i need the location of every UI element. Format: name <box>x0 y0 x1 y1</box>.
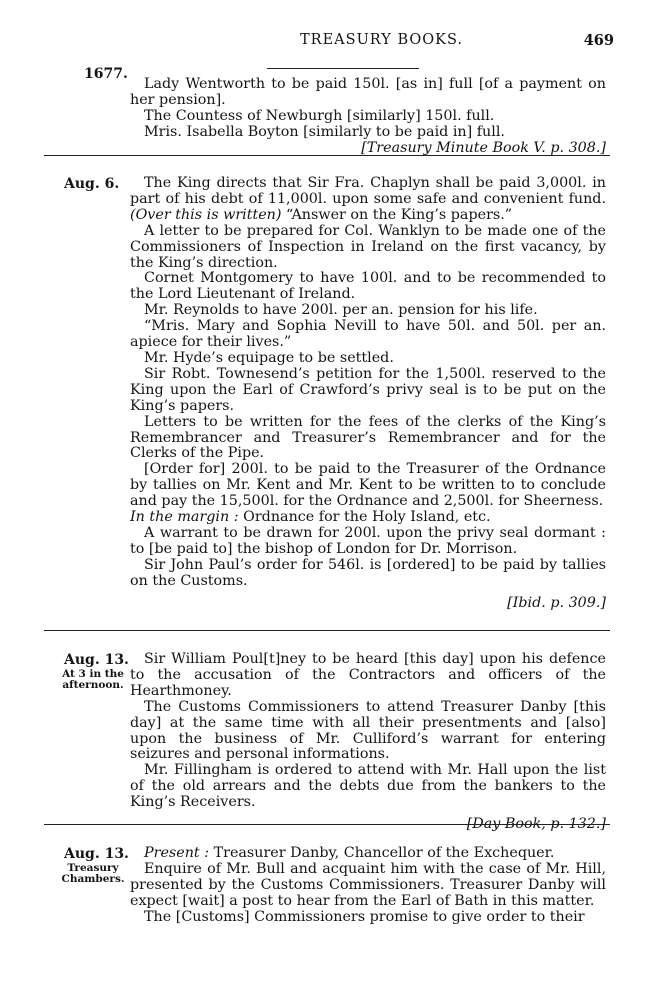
paragraph: Treasurer Danby, Chancellor of the Exchequer. <box>213 845 555 861</box>
time-note-line: afternoon. <box>62 679 124 691</box>
section-divider <box>44 824 610 825</box>
editorial-note: (Over this is written) <box>130 206 282 223</box>
paragraph: Sir Robt. Townesend’s petition for the 1,500l. reserved to the King upon the Earl of Crawford’s privy seal is to be put on the King’s papers. <box>130 365 606 414</box>
section-divider <box>44 630 610 631</box>
paragraph: Lady Wentworth to be paid 150l. [as in] full [of a payment on her pension]. <box>130 76 606 108</box>
source-reference: [Day Book, p. 132.] <box>466 816 606 833</box>
paragraph: A letter to be prepared for Col. Wanklyn to be made one of the Commissioners of Inspection in Ireland on the first vacancy, by the King’s direction. <box>130 222 606 271</box>
present-label: Present : <box>144 845 210 861</box>
paragraph: Sir John Paul’s order for 546l. is [ordered] to be paid by tallies on the Customs. <box>130 556 606 589</box>
paragraph: Mr. Hyde’s equipage to be settled. <box>144 349 394 366</box>
entry-aug-13-afternoon <box>130 652 606 833</box>
source-reference: [Treasury Minute Book V. p. 308.] <box>361 139 606 156</box>
entry-date: Aug. 6. <box>64 176 120 192</box>
source-reference: [Ibid. p. 309.] <box>507 594 606 611</box>
paragraph: “Mris. Mary and Sophia Nevill to have 50l. and 50l. per an. apiece for their lives.” <box>130 318 606 351</box>
paragraph: Sir William Poul[t]ney to be heard [this day] upon his defence to the accusation of the Contractors and officers of the Hearthmoney. <box>130 651 606 699</box>
margin-label: In the margin : <box>130 509 239 526</box>
paragraph: The Countess of Newburgh [similarly] 150l. full. <box>144 107 495 124</box>
entry-place-note <box>60 863 126 885</box>
page-number: 469 <box>583 32 614 49</box>
entry-date: Aug. 13. <box>64 846 129 862</box>
entry-aug-6 <box>130 176 606 611</box>
paragraph: Mris. Isabella Boyton [similarly to be paid in] full. <box>144 123 505 140</box>
entry-date: Aug. 13. <box>64 652 129 668</box>
paragraph: Mr. Fillingham is ordered to attend with Mr. Hall upon the list of the old arrears and the debts due from the bankers to the King’s Receivers. <box>130 762 606 811</box>
section-divider <box>44 155 610 156</box>
paragraph: Letters to be written for the fees of the clerks of the King’s Remembrancer and Treasurer’s Remembrancer and for the Clerks of the Pipe. <box>130 413 606 462</box>
running-title: TREASURY BOOKS. <box>300 32 464 48</box>
entry-1677-continued <box>130 77 606 157</box>
paragraph: The King directs that Sir Fra. Chaplyn shall be paid 3,000l. in part of his debt of 11,000l. upon some safe and convenient fund. <box>130 175 606 207</box>
paragraph: Enquire of Mr. Bull and acquaint him with the case of Mr. Hill, presented by the Customs Commissioners. Treasurer Danby will expect [wait] a post to hear from the Earl of Bath in this matter. <box>130 860 606 909</box>
header-rule <box>267 68 419 69</box>
paragraph: The [Customs] Commissioners promise to give order to their <box>144 908 585 925</box>
paragraph: Mr. Reynolds to have 200l. per an. pension for his life. <box>144 302 538 319</box>
paragraph: The Customs Commissioners to attend Treasurer Danby [this day] at the same time with all their presentments and [also] upon the business of Mr. Culliford’s warrant for entering seizures and personal informations. <box>130 698 606 763</box>
margin-text: Ordnance for the Holy Island, etc. <box>243 509 491 526</box>
quoted-note: “Answer on the King’s papers.” <box>286 206 513 223</box>
paragraph: A warrant to be drawn for 200l. upon the privy seal dormant : to [be paid to] the bishop of London for Dr. Morrison. <box>130 524 606 557</box>
time-note-line: At 3 in the <box>62 668 124 680</box>
place-note-line: Treasury <box>67 862 119 874</box>
entry-aug-13-treasury <box>130 846 606 926</box>
running-header <box>0 32 672 54</box>
year-label: 1677. <box>84 66 128 82</box>
entry-time-note <box>60 669 126 691</box>
paragraph: [Order for] 200l. to be paid to the Treasurer of the Ordnance by tallies on Mr. Kent and Mr. Kent to be written to to conclude and pay the 15,500l. for the Ordnance and 2,500l. for Sheerness. <box>130 461 606 510</box>
place-note-line: Chambers. <box>61 873 125 885</box>
paragraph: Cornet Montgomery to have 100l. and to be recommended to the Lord Lieutenant of Ireland. <box>130 270 606 303</box>
